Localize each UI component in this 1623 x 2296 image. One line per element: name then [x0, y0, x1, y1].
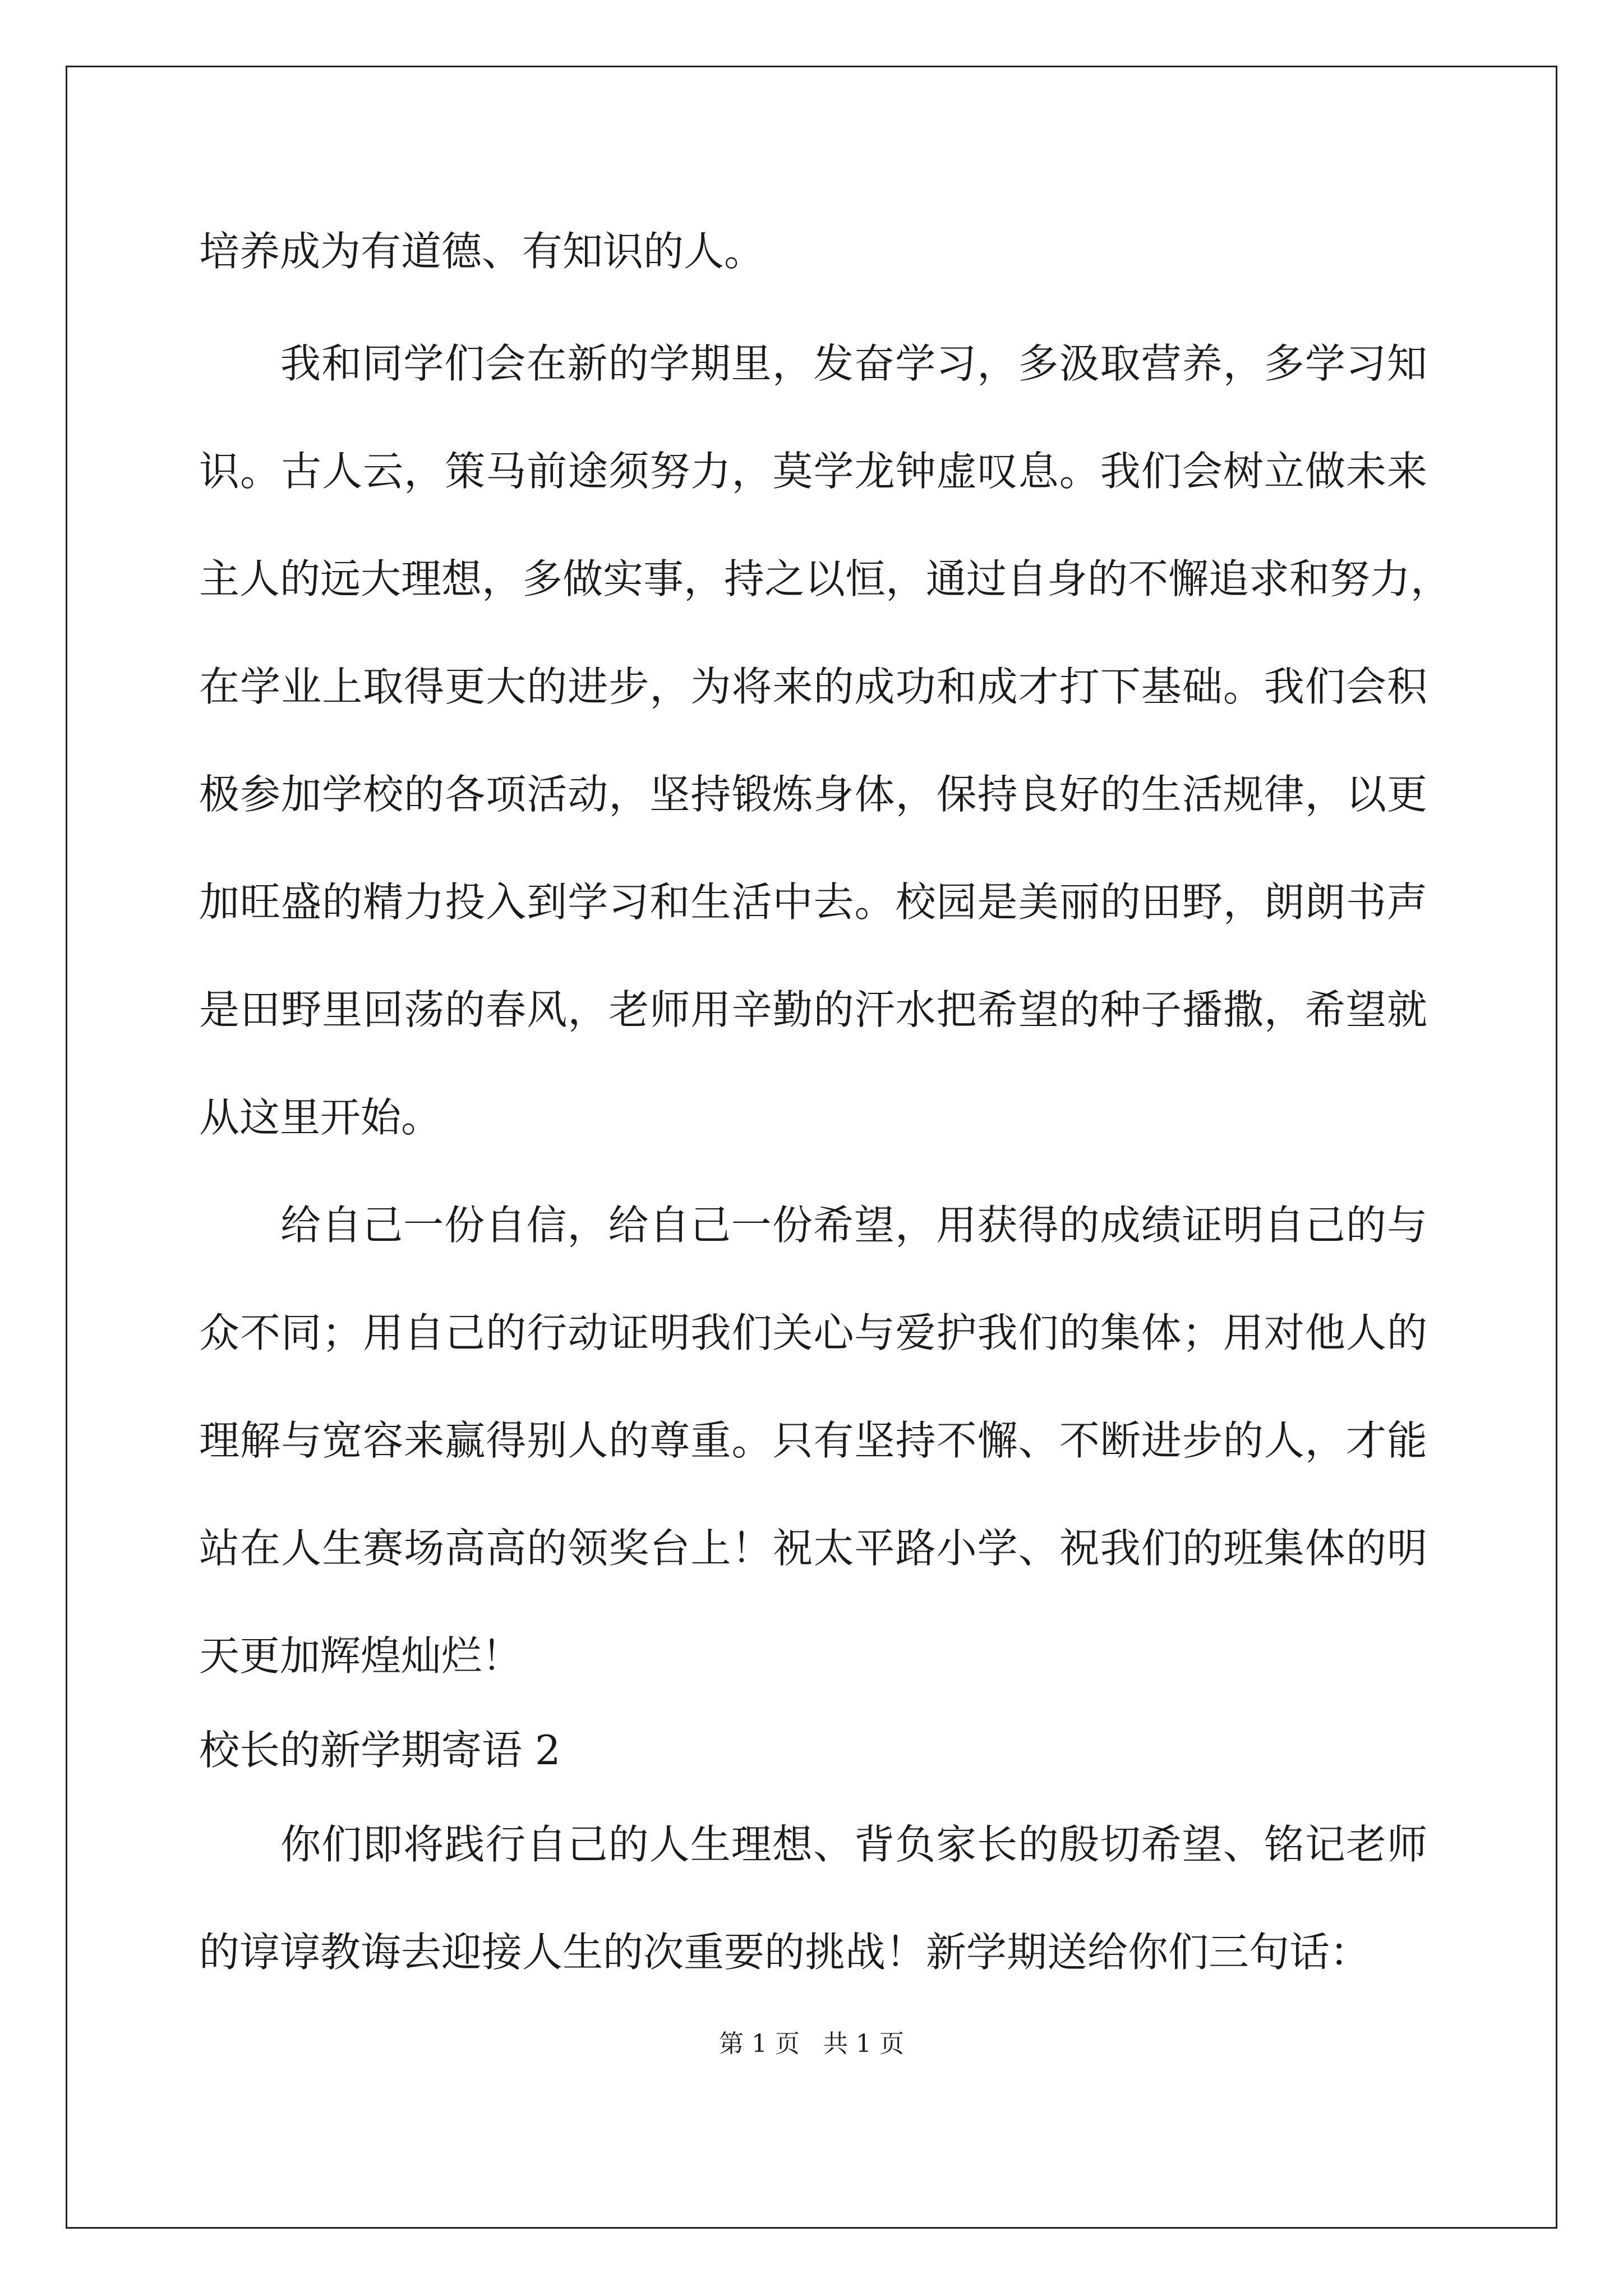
- paragraph-line: 识。古人云，策马前途须努力，莫学龙钟虚叹息。我们会树立做未来: [199, 448, 1427, 495]
- paragraph-line: 众不同；用自己的行动证明我们关心与爱护我们的集体；用对他人的: [199, 1309, 1427, 1356]
- paragraph-line: 天更加辉煌灿烂！: [199, 1632, 523, 1680]
- paragraph-line: 从这里开始。: [199, 1094, 442, 1141]
- paragraph-line: 主人的远大理想，多做实事，持之以恒，通过自身的不懈追求和努力，: [199, 555, 1451, 602]
- paragraph-line: 给自己一份自信，给自己一份希望，用获得的成绩证明自己的与: [280, 1202, 1427, 1249]
- paragraph-line: 我和同学们会在新的学期里，发奋学习，多汲取营养，多学习知: [280, 340, 1427, 387]
- paragraph-line: 站在人生赛场高高的领奖台上！祝太平路小学、祝我们的班集体的明: [199, 1525, 1427, 1572]
- paragraph-line: 培养成为有道德、有知识的人。: [199, 228, 765, 275]
- page-footer: 第 1 页 共 1 页: [719, 2030, 904, 2058]
- paragraph-line: 的谆谆教诲去迎接人生的次重要的挑战！新学期送给你们三句话：: [199, 1929, 1371, 1976]
- paragraph-line: 是田野里回荡的春风，老师用辛勤的汗水把希望的种子播撒，希望就: [199, 986, 1427, 1033]
- paragraph-line: 你们即将践行自己的人生理想、背负家长的殷切希望、铭记老师: [280, 1821, 1427, 1868]
- section-heading: 校长的新学期寄语 2: [199, 1727, 561, 1774]
- paragraph-line: 在学业上取得更大的进步，为将来的成功和成才打下基础。我们会积: [199, 663, 1427, 710]
- paragraph-line: 极参加学校的各项活动，坚持锻炼身体，保持良好的生活规律，以更: [199, 771, 1427, 818]
- paragraph-line: 加旺盛的精力投入到学习和生活中去。校园是美丽的田野，朗朗书声: [199, 878, 1427, 926]
- paragraph-line: 理解与宽容来赢得别人的尊重。只有坚持不懈、不断进步的人，才能: [199, 1417, 1427, 1464]
